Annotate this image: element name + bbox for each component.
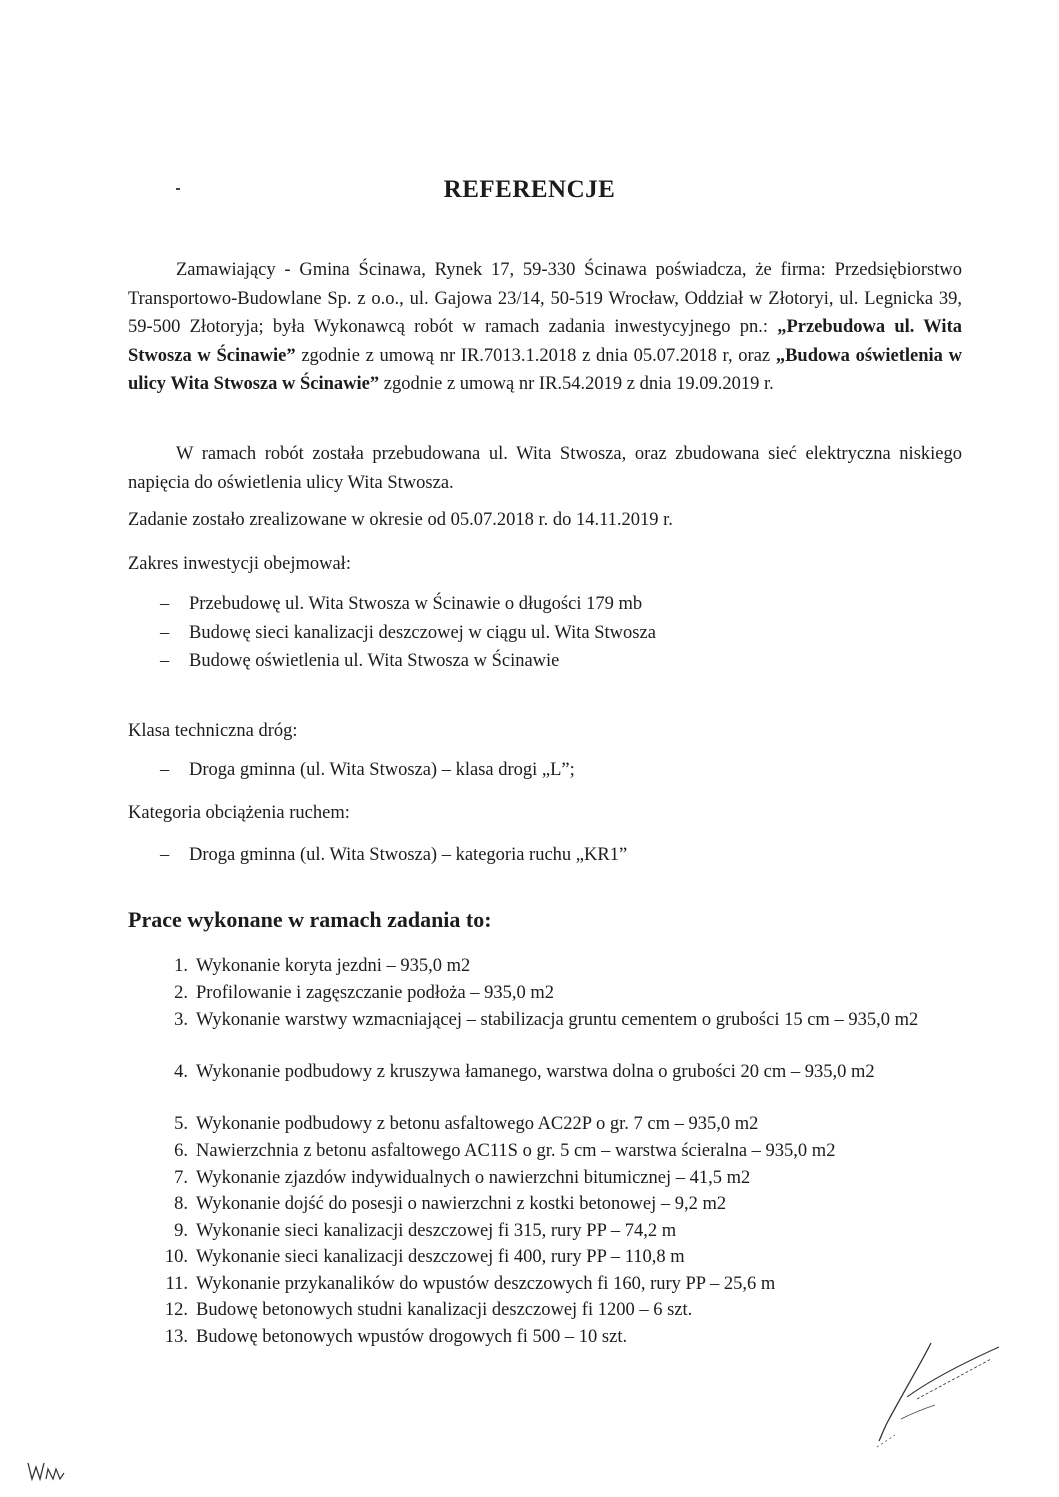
work-item-number: 3. [174, 1010, 188, 1030]
intro-paragraph [128, 256, 962, 399]
work-item-number: 4. [174, 1062, 188, 1082]
work-item-text: Wykonanie sieci kanalizacji deszczowej fi 315, rury PP – 74,2 m [196, 1221, 677, 1241]
scope-heading: Zakres inwestycji obejmował: [128, 554, 351, 574]
work-item-number: 13. [164, 1327, 188, 1347]
works-summary-text: W ramach robót została przebudowana ul. Wita Stwosza, oraz zbudowana sieć elektryczna niskiego napięcia do oświetlenia ulicy Wita Stwosza. [128, 444, 962, 493]
work-item-text: Wykonanie podbudowy z betonu asfaltowego AC22P o gr. 7 cm – 935,0 m2 [196, 1114, 759, 1134]
work-item-text: Profilowanie i zagęszczanie podłoża – 935,0 m2 [196, 983, 555, 1003]
work-item-number: 7. [174, 1168, 188, 1188]
handwritten-initials [26, 1457, 68, 1485]
work-item-number: 11. [165, 1274, 188, 1294]
work-item-text: Wykonanie sieci kanalizacji deszczowej fi 400, rury PP – 110,8 m [196, 1247, 685, 1267]
road-class-item: Droga gminna (ul. Wita Stwosza) – klasa drogi „L”; [189, 760, 575, 780]
project-name-2: „Budowa oświetlenia w ulicy Wita Stwosza w Ścinawie” [128, 345, 962, 394]
traffic-heading: Kategoria obciążenia ruchem: [128, 803, 350, 823]
work-item-number: 10. [164, 1247, 188, 1267]
work-item-text: Budowę betonowych studni kanalizacji deszczowej fi 1200 – 6 szt. [196, 1300, 693, 1320]
work-item-text: Wykonanie zjazdów indywidualnych o nawierzchni bitumicznej – 41,5 m2 [196, 1168, 751, 1188]
handwritten-signature [873, 1335, 1013, 1450]
work-item-text: Budowę betonowych wpustów drogowych fi 500 – 10 szt. [196, 1327, 628, 1347]
traffic-item: Droga gminna (ul. Wita Stwosza) – kategoria ruchu „KR1” [189, 845, 628, 865]
work-item-text: Wykonanie dojść do posesji o nawierzchni z kostki betonowej – 9,2 m2 [196, 1194, 727, 1214]
period-line: Zadanie zostało zrealizowane w okresie od 05.07.2018 r. do 14.11.2019 r. [128, 510, 673, 530]
list-dash: – [160, 651, 170, 671]
work-item-number: 2. [174, 983, 188, 1003]
road-class-heading: Klasa techniczna dróg: [128, 721, 298, 741]
intro-text-3: zgodnie z umową nr IR.54.2019 z dnia 19.09.2019 r. [379, 374, 774, 394]
work-item-text: Wykonanie podbudowy z kruszywa łamanego, warstwa dolna o grubości 20 cm – 935,0 m2 [196, 1062, 875, 1082]
work-item-number: 1. [174, 956, 188, 976]
work-item-number: 5. [174, 1114, 188, 1134]
work-item-number: 12. [164, 1300, 188, 1320]
intro-text-2: zgodnie z umową nr IR.7013.1.2018 z dnia 05.07.2018 r, oraz [295, 345, 776, 366]
document-title: REFERENCJE [443, 176, 616, 203]
work-item-number: 9. [174, 1221, 188, 1241]
work-item-number: 8. [174, 1194, 188, 1214]
intro-text-1: Zamawiający - Gmina Ścinawa, Rynek 17, 59-330 Ścinawa poświadcza, że firma: Przedsiębiorstwo Transportowo-Budowlane Sp. z o.o., ul. Gajowa 23/14, 50-519 Wrocław, Oddział w Złotoryi, ul. Legnicka 39, 59-500 Złotoryja; była Wykonawcą robót w ramach zadania inwestycyjnego pn.: [128, 260, 962, 337]
list-dash: – [160, 623, 170, 643]
list-dash: – [160, 845, 170, 865]
project-name-1: „Przebudowa ul. Wita Stwosza w Ścinawie” [128, 317, 962, 366]
work-item-text: Nawierzchnia z betonu asfaltowego AC11S o gr. 5 cm – warstwa ścieralna – 935,0 m2 [196, 1141, 836, 1161]
works-summary-paragraph [128, 440, 962, 497]
list-dash: – [160, 594, 170, 614]
work-item-text: Wykonanie koryta jezdni – 935,0 m2 [196, 956, 471, 976]
work-item-text: Wykonanie warstwy wzmacniającej – stabilizacja gruntu cementem o grubości 15 cm – 935,0 m2 [196, 1010, 919, 1030]
scope-item: Budowę oświetlenia ul. Wita Stwosza w Ścinawie [189, 651, 560, 671]
list-dash: – [160, 760, 170, 780]
scope-item: Budowę sieci kanalizacji deszczowej w ciągu ul. Wita Stwosza [189, 623, 656, 643]
work-item-number: 6. [174, 1141, 188, 1161]
work-item-text: Wykonanie przykanalików do wpustów deszczowych fi 160, rury PP – 25,6 m [196, 1274, 776, 1294]
works-heading: Prace wykonane w ramach zadania to: [128, 907, 492, 932]
scope-item: Przebudowę ul. Wita Stwosza w Ścinawie o długości 179 mb [189, 594, 643, 614]
